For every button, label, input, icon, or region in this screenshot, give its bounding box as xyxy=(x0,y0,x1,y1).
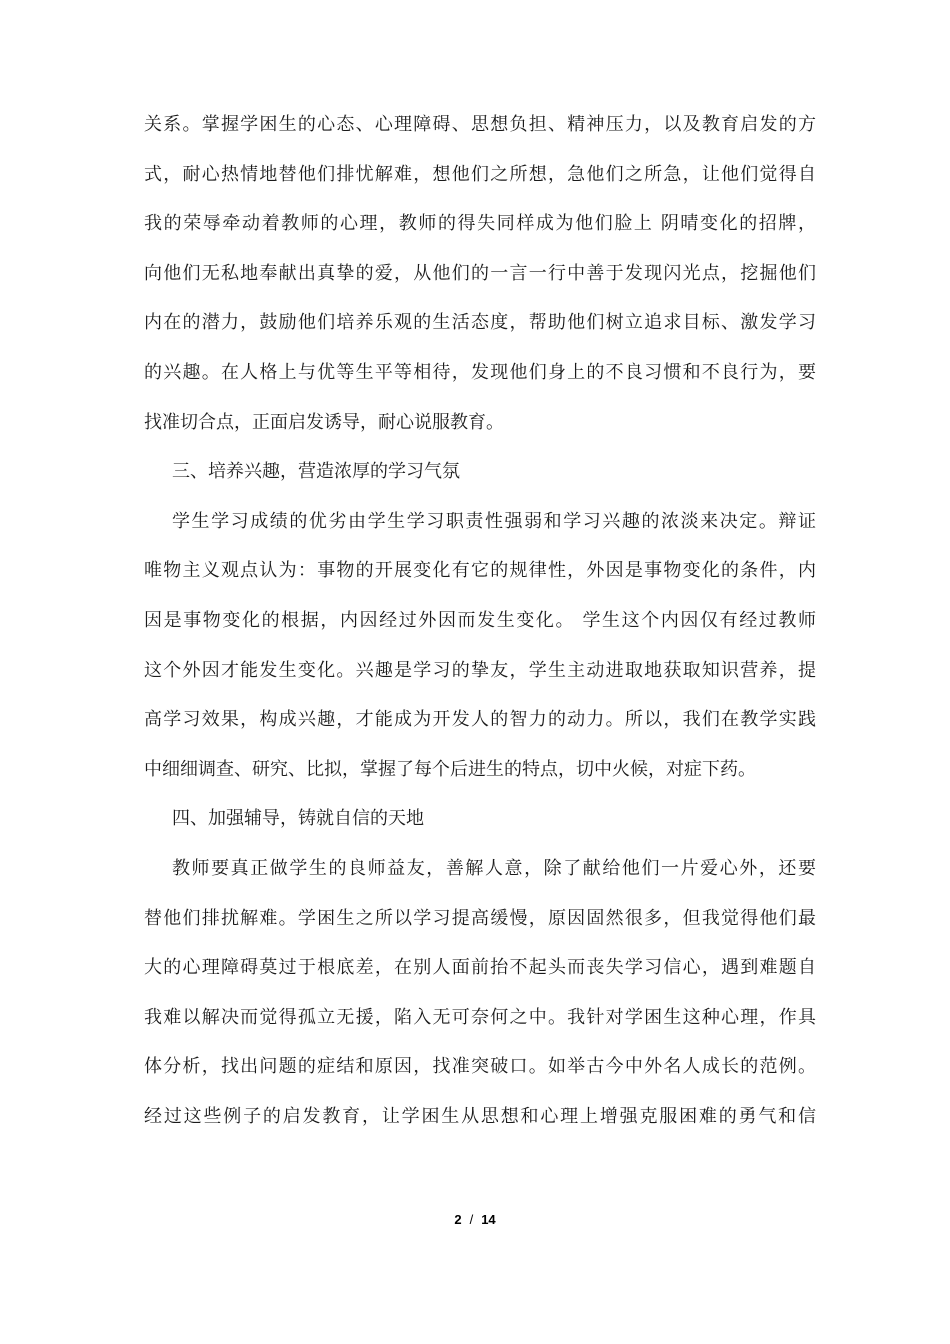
text-line: 因是事物变化的根据，内因经过外因而发生变化。 学生这个内因仅有经过教师 xyxy=(144,609,816,631)
text-line: 中细细调查、研究、比拟，掌握了每个后进生的特点，切中火候，对症下药。 xyxy=(144,758,756,780)
section-heading: 三、培养兴趣，营造浓厚的学习气氛 xyxy=(172,461,460,483)
text-line: 唯物主义观点认为：事物的开展变化有它的规律性，外因是事物变化的条件，内 xyxy=(144,560,816,582)
section-heading: 四、加强辅导，铸就自信的天地 xyxy=(172,808,424,830)
text-line: 大的心理障碍莫过于根底差，在别人面前抬不起头而丧失学习信心，遇到难题自 xyxy=(144,957,816,979)
text-line: 内在的潜力，鼓励他们培养乐观的生活态度，帮助他们树立追求目标、激发学习 xyxy=(144,312,816,334)
text-line: 式，耐心热情地替他们排忧解难，想他们之所想，急他们之所急，让他们觉得自 xyxy=(144,163,816,185)
text-line: 我难以解决而觉得孤立无援，陷入无可奈何之中。我针对学困生这种心理，作具 xyxy=(144,1006,816,1028)
text-line: 替他们排扰解难。学困生之所以学习提高缓慢，原因固然很多，但我觉得他们最 xyxy=(144,907,816,929)
text-line: 高学习效果，构成兴趣，才能成为开发人的智力的动力。所以，我们在教学实践 xyxy=(144,709,816,731)
text-line: 的兴趣。在人格上与优等生平等相待，发现他们身上的不良习惯和不良行为，要 xyxy=(144,361,816,383)
text-line: 这个外因才能发生变化。兴趣是学习的挚友，学生主动进取地获取知识营养，提 xyxy=(144,659,816,681)
text-line: 向他们无私地奉献出真挚的爱，从他们的一言一行中善于发现闪光点，挖掘他们 xyxy=(144,262,816,284)
text-line: 关系。掌握学困生的心态、心理障碍、思想负担、精神压力，以及教育启发的方 xyxy=(144,114,816,135)
page-number xyxy=(0,1212,950,1227)
text-line: 体分析，找出问题的症结和原因，找准突破口。如举古今中外名人成长的范例。 xyxy=(144,1056,816,1078)
text-line: 教师要真正做学生的良师益友，善解人意，除了献给他们一片爱心外，还要 xyxy=(172,857,816,879)
body-text xyxy=(144,105,816,1146)
text-line: 学生学习成绩的优劣由学生学习职责性强弱和学习兴趣的浓淡来决定。辩证 xyxy=(172,510,816,532)
text-line: 找准切合点，正面启发诱导，耐心说服教育。 xyxy=(144,411,504,433)
text-line: 经过这些例子的启发教育，让学困生从思想和心理上增强克服困难的勇气和信 xyxy=(144,1105,816,1127)
total-pages: 14 xyxy=(481,1212,496,1227)
current-page: 2 xyxy=(454,1212,462,1227)
text-line: 我的荣辱牵动着教师的心理，教师的得失同样成为他们脸上 阴晴变化的招牌， xyxy=(144,213,816,235)
page-separator: / xyxy=(469,1212,474,1227)
